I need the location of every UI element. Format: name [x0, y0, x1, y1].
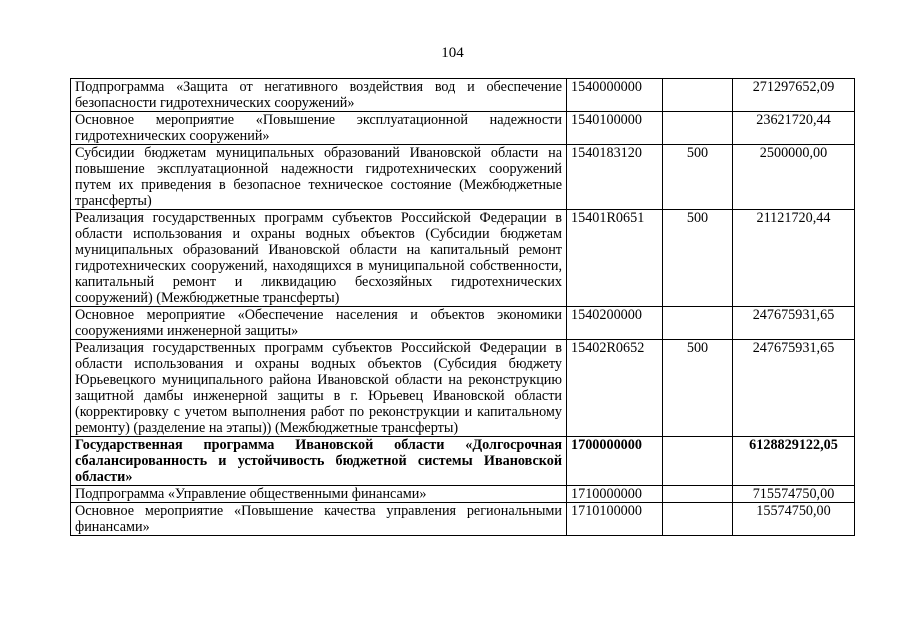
- row-name: Субсидии бюджетам муниципальных образований Ивановской области на повышение эксплуатационной надежности гидротехнических сооружений путем их приведения в безопасное техническое состояние (Межбюджетные трансферты): [71, 145, 567, 210]
- row-code: 1710000000: [567, 486, 663, 503]
- row-expense-type: 500: [663, 340, 733, 437]
- row-sum: 247675931,65: [733, 307, 855, 340]
- table-row: [71, 503, 855, 536]
- row-name: Подпрограмма «Управление общественными финансами»: [71, 486, 567, 503]
- row-code: 1700000000: [567, 437, 663, 486]
- table-row: [71, 145, 855, 210]
- table-row: [71, 210, 855, 307]
- row-code: 15402R0652: [567, 340, 663, 437]
- row-expense-type: [663, 307, 733, 340]
- table-row: [71, 437, 855, 486]
- row-sum: 247675931,65: [733, 340, 855, 437]
- table-row: [71, 79, 855, 112]
- table-row: [71, 112, 855, 145]
- row-expense-type: [663, 486, 733, 503]
- row-expense-type: [663, 437, 733, 486]
- row-name: Реализация государственных программ субъектов Российской Федерации в области использования и охраны водных объектов (Субсидия бюджету Юрьевецкого муниципального района Ивановской области на реконструкцию защитной дамбы инженерной защиты в г. Юрьевец Ивановской области (корректировку с учетом выполнения работ по реконструкции и капитальному ремонту) (разделение на этапы)) (Межбюджетные трансферты): [71, 340, 567, 437]
- row-expense-type: 500: [663, 210, 733, 307]
- row-name: Основное мероприятие «Обеспечение населения и объектов экономики сооружениями инженерной защиты»: [71, 307, 567, 340]
- table-row: [71, 486, 855, 503]
- row-expense-type: [663, 79, 733, 112]
- row-sum: 715574750,00: [733, 486, 855, 503]
- budget-table: [70, 78, 855, 536]
- row-code: 1540100000: [567, 112, 663, 145]
- row-expense-type: [663, 503, 733, 536]
- row-name: Основное мероприятие «Повышение эксплуатационной надежности гидротехнических сооружений»: [71, 112, 567, 145]
- row-name: Подпрограмма «Защита от негативного воздействия вод и обеспечение безопасности гидротехнических сооружений»: [71, 79, 567, 112]
- row-name: Основное мероприятие «Повышение качества управления региональными финансами»: [71, 503, 567, 536]
- row-code: 15401R0651: [567, 210, 663, 307]
- row-code: 1540183120: [567, 145, 663, 210]
- row-sum: 21121720,44: [733, 210, 855, 307]
- row-name: Государственная программа Ивановской области «Долгосрочная сбалансированность и устойчивость бюджетной системы Ивановской области»: [71, 437, 567, 486]
- table-row: [71, 307, 855, 340]
- row-sum: 23621720,44: [733, 112, 855, 145]
- row-sum: 15574750,00: [733, 503, 855, 536]
- row-code: 1710100000: [567, 503, 663, 536]
- row-expense-type: [663, 112, 733, 145]
- row-name: Реализация государственных программ субъектов Российской Федерации в области использования и охраны водных объектов (Субсидии бюджетам муниципальных образований Ивановской области на капитальный ремонт гидротехнических сооружений, находящихся в муниципальной собственности, капитальный ремонт и ликвидацию бесхозяйных гидротехнических сооружений) (Межбюджетные трансферты): [71, 210, 567, 307]
- table-row: [71, 340, 855, 437]
- row-sum: 2500000,00: [733, 145, 855, 210]
- row-sum: 6128829122,05: [733, 437, 855, 486]
- row-sum: 271297652,09: [733, 79, 855, 112]
- row-code: 1540200000: [567, 307, 663, 340]
- page-number: 104: [441, 45, 464, 61]
- row-expense-type: 500: [663, 145, 733, 210]
- row-code: 1540000000: [567, 79, 663, 112]
